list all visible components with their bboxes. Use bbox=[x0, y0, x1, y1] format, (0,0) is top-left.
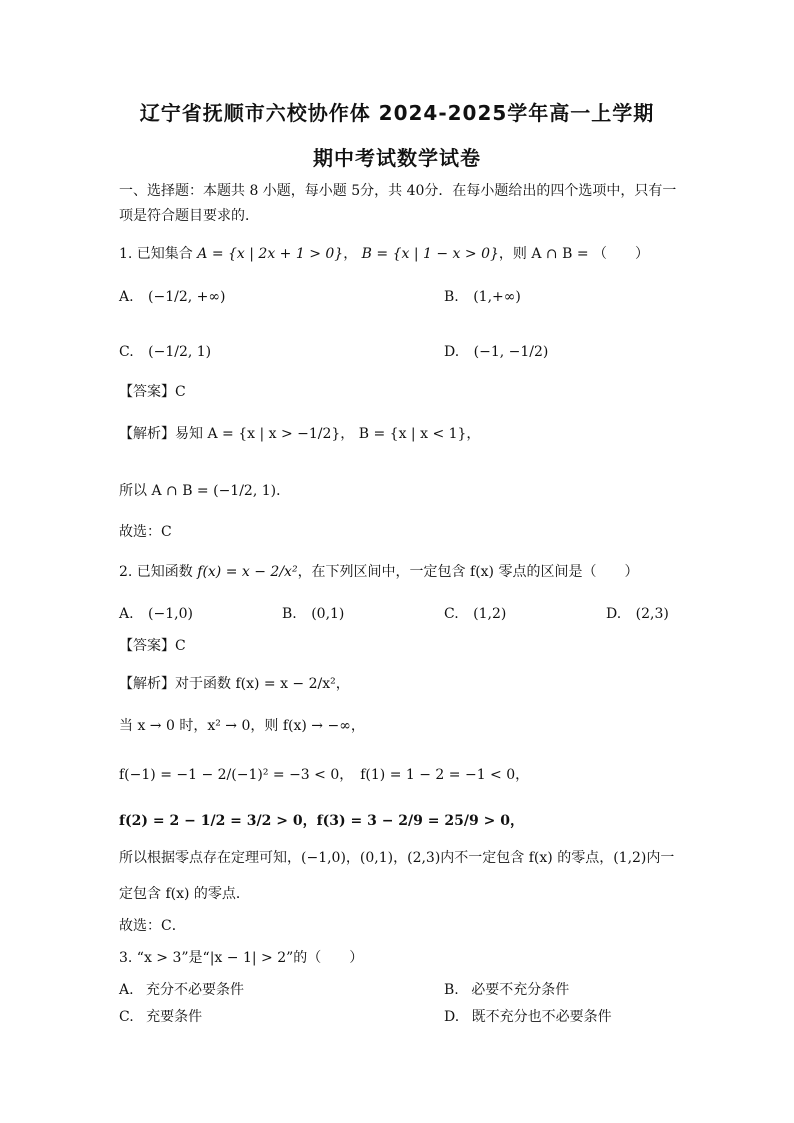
option-b-value: (1,+∞) bbox=[473, 289, 521, 305]
option-b-label: B. bbox=[444, 289, 459, 305]
analysis-label: 【解析】 bbox=[119, 426, 175, 442]
paper-title-line1: 辽宁省抚顺市六校协作体 2024-2025学年高一上学期 bbox=[139, 101, 655, 125]
option-a-value: (−1/2, +∞) bbox=[148, 289, 226, 305]
analysis-label: 【解析】 bbox=[119, 676, 175, 692]
option-c-value: (1,2) bbox=[473, 606, 507, 622]
paper-title-line2: 期中考试数学试卷 bbox=[313, 146, 481, 170]
question-1-choose: 故选：C bbox=[119, 524, 172, 540]
question-1-option-b[interactable] bbox=[444, 287, 521, 307]
question-1-separator: ， bbox=[343, 246, 358, 262]
question-1-analysis-line2: 所以 A ∩ B = (−1/2, 1)． bbox=[119, 483, 291, 499]
option-c-label: C. bbox=[119, 344, 134, 360]
question-2-analysis-line2: 当 x → 0 时，x² → 0，则 f(x) → −∞， bbox=[119, 718, 365, 734]
option-a-label: A. bbox=[119, 606, 134, 622]
analysis-text: 易知 A = {x | x > −1/2}， B = {x | x < 1}， bbox=[175, 426, 481, 442]
option-d-value: 既不充分也不必要条件 bbox=[471, 1009, 612, 1025]
option-d-value: (2,3) bbox=[635, 606, 669, 622]
option-a-label: A. bbox=[119, 982, 134, 998]
question-1-set-a: A = {x | 2x + 1 > 0} bbox=[197, 246, 344, 262]
question-1-option-a[interactable] bbox=[119, 287, 226, 307]
question-2-option-d[interactable] bbox=[606, 604, 669, 624]
question-1-prefix: 1. 已知集合 bbox=[119, 246, 193, 262]
question-2-option-a[interactable] bbox=[119, 604, 193, 624]
option-c-label: C. bbox=[444, 606, 459, 622]
question-3-stem: 3. “x > 3”是“|x − 1| > 2”的（ ） bbox=[119, 950, 364, 966]
question-2-analysis-line5: 所以根据零点存在定理可知，(−1,0)，(0,1)，(2,3)内不一定包含 f(x) 的零点，(1,2)内一 bbox=[119, 850, 675, 866]
option-b-label: B. bbox=[282, 606, 297, 622]
question-2-stem bbox=[119, 562, 734, 582]
question-2-analysis-line6: 定包含 f(x) 的零点． bbox=[119, 886, 250, 902]
option-a-value: (−1,0) bbox=[148, 606, 193, 622]
question-3-option-c[interactable] bbox=[119, 1007, 202, 1027]
option-d-label: D. bbox=[606, 606, 622, 622]
option-d-label: D. bbox=[444, 1009, 460, 1025]
question-1-analysis-line1 bbox=[119, 424, 734, 444]
section-intro-line2: 项是符合题目要求的． bbox=[119, 208, 259, 224]
option-d-value: (−1, −1/2) bbox=[473, 344, 549, 360]
question-1-set-b: B = {x | 1 − x > 0} bbox=[361, 246, 499, 262]
question-3-option-b[interactable] bbox=[444, 980, 569, 1000]
question-3-option-a[interactable] bbox=[119, 980, 244, 1000]
option-b-label: B. bbox=[444, 982, 459, 998]
option-b-value: (0,1) bbox=[311, 606, 345, 622]
option-c-value: (−1/2, 1) bbox=[148, 344, 212, 360]
question-2-prefix: 2. 已知函数 bbox=[119, 564, 193, 580]
option-c-value: 充要条件 bbox=[146, 1009, 203, 1025]
question-3-option-d[interactable] bbox=[444, 1007, 612, 1027]
question-2-ask: ，在下列区间中，一定包含 f(x) 零点的区间是（ ） bbox=[297, 564, 639, 580]
question-2-option-c[interactable] bbox=[444, 604, 506, 624]
question-2-answer: 【答案】C bbox=[119, 638, 186, 654]
question-2-function: f(x) = x − 2/x² bbox=[197, 564, 298, 580]
option-c-label: C. bbox=[119, 1009, 134, 1025]
analysis-text: 对于函数 f(x) = x − 2/x²， bbox=[175, 676, 350, 692]
question-2-analysis-line3: f(−1) = −1 − 2/(−1)² = −3 < 0， f(1) = 1 − 2 = −1 < 0， bbox=[119, 767, 530, 783]
option-a-value: 充分不必要条件 bbox=[146, 982, 245, 998]
question-2-analysis-line1 bbox=[119, 674, 734, 694]
question-1-stem bbox=[119, 244, 734, 264]
question-1-option-d[interactable] bbox=[444, 342, 548, 362]
section-intro-line1: 一、选择题：本题共 8 小题，每小题 5分，共 40分．在每小题给出的四个选项中，只有一 bbox=[119, 183, 677, 199]
question-2-option-b[interactable] bbox=[282, 604, 344, 624]
question-1-option-c[interactable] bbox=[119, 342, 211, 362]
question-1-answer: 【答案】C bbox=[119, 384, 186, 400]
option-d-label: D. bbox=[444, 344, 460, 360]
question-2-choose: 故选：C． bbox=[119, 918, 186, 934]
question-2-analysis-line4: f(2) = 2 − 1/2 = 3/2 > 0，f(3) = 3 − 2/9 = 25/9 > 0， bbox=[119, 813, 524, 829]
question-1-ask: ，则 A ∩ B = （ ） bbox=[498, 246, 650, 262]
option-a-label: A. bbox=[119, 289, 134, 305]
option-b-value: 必要不充分条件 bbox=[471, 982, 570, 998]
